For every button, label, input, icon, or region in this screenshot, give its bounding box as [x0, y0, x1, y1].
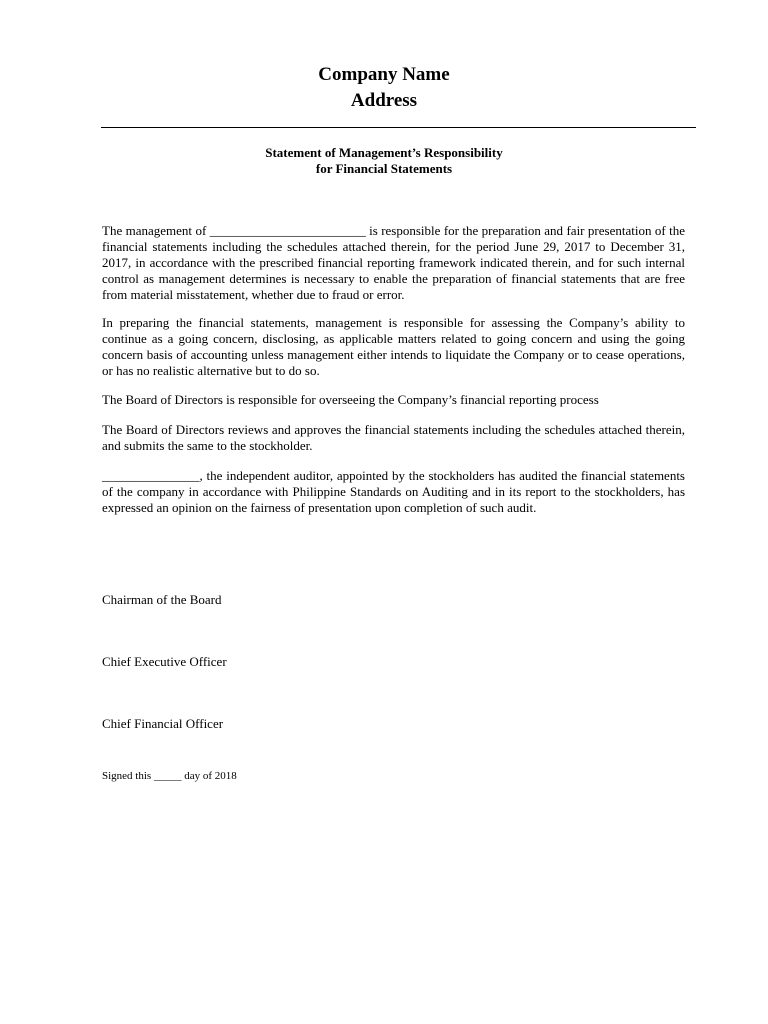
statement-subtitle: for Financial Statements	[315, 161, 453, 176]
paragraph-board-oversight: The Board of Directors is responsible for overseeing the Company’s financial reporting process	[102, 392, 599, 407]
signatory-ceo: Chief Executive Officer	[102, 654, 227, 669]
company-name: Company Name	[318, 64, 450, 85]
paragraph-board-approval: The Board of Directors reviews and approves the financial statements including the schedules attached therein, and submits the same to the stockholder.	[102, 422, 685, 453]
signatory-cfo: Chief Financial Officer	[102, 716, 224, 731]
company-address: Address	[350, 90, 418, 111]
header-divider	[101, 127, 696, 128]
signatory-chairman: Chairman of the Board	[102, 592, 222, 607]
statement-title: Statement of Management’s Responsibility	[265, 145, 503, 160]
paragraph-management-responsibility: The management of ________________________ is responsible for the preparation and fair presentation of the financial statements including the schedules attached therein, for the period June 29, 2017 to December 31, 2017, in accordance with the prescribed financial reporting framework indicated therein, and for such internal control as management determines is necessary to enable the preparation of financial statements that are free from material misstatement, whether due to fraud or error.	[102, 223, 685, 302]
paragraph-independent-auditor: _______________, the independent auditor, appointed by the stockholders has audited the financial statements of the company in accordance with Philippine Standards on Auditing and in its report to the stockholders, has expressed an opinion on the fairness of presentation upon completion of such audit.	[102, 468, 685, 515]
signed-date-line: Signed this _____ day of 2018	[102, 770, 237, 782]
paragraph-going-concern: In preparing the financial statements, management is responsible for assessing the Company’s ability to continue as a going concern, disclosing, as applicable matters related to going concern and using the going concern basis of accounting unless management either intends to liquidate the Company or to cease operations, or has no realistic alternative but to do so.	[102, 315, 685, 378]
